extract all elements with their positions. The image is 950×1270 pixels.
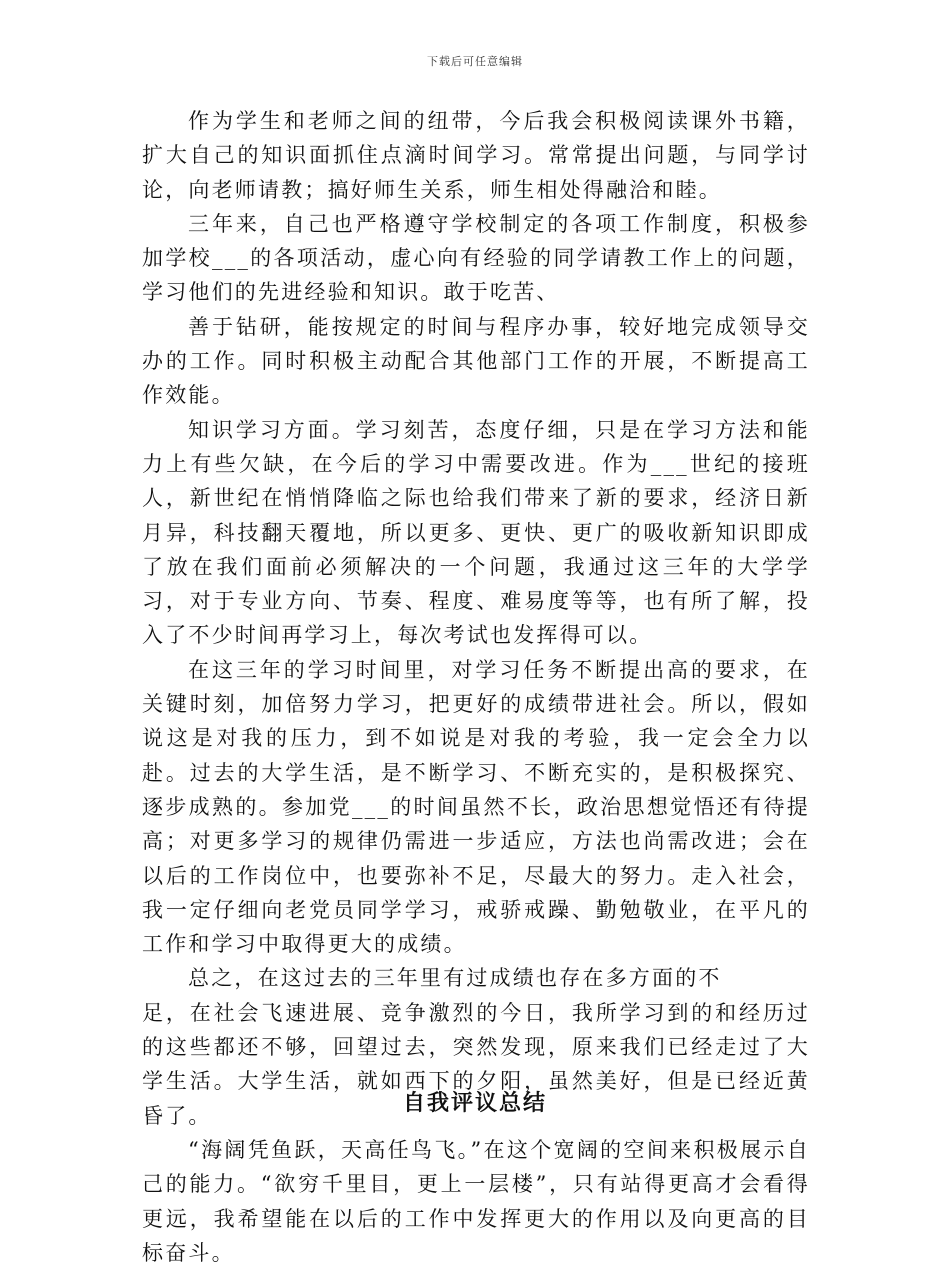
paragraph: 在这三年的学习时间里，对学习任务不断提出高的要求，在关键时刻，加倍努力学习，把更好的成绩带进社会。所以，假如说这是对我的压力，到不如说是对我的考验，我一定会全力以赴。过去的大学生活，是不断学习、不断充实的，是积极探究、逐步成熟的。参加党___的时间虽然不长，政治思想觉悟还有待提高；对更多学习的规律仍需进一步适应，方法也尚需改进；会在以后的工作岗位中，也要弥补不足，尽最大的努力。走入社会，我一定仔细向老党员同学学习，戒骄戒躁、勤勉敬业，在平凡的工作和学习中取得更大的成绩。 — [142, 657, 810, 957]
section-title: 自我评议总结 — [402, 1091, 547, 1116]
paragraph: 三年来，自己也严格遵守学校制定的各项工作制度，积极参加学校___的各项活动，虚心向有经验的同学请教工作上的问题，学习他们的先进经验和知识。敢于吃苦、 — [142, 211, 810, 305]
page-header-note: 下载后可任意编辑 — [427, 55, 523, 68]
paragraph: 总之，在这过去的三年里有过成绩也存在多方面的不 — [188, 966, 722, 991]
paragraph: 善于钻研，能按规定的时间与程序办事，较好地完成领导交办的工作。同时积极主动配合其他部门工作的开展，不断提高工作效能。 — [142, 314, 810, 408]
paragraph: 知识学习方面。学习刻苦，态度仔细，只是在学习方法和能力上有些欠缺，在今后的学习中需要改进。作为___世纪的接班人，新世纪在悄悄降临之际也给我们带来了新的要求，经济日新月异，科技翻天覆地，所以更多、更快、更广的吸收新知识即成了放在我们面前必须解决的一个问题，我通过这三年的大学学习，对于专业方向、节奏、程度、难易度等等，也有所了解，投入了不少时间再学习上，每次考试也发挥得可以。 — [142, 417, 810, 648]
paragraph: “海阔凭鱼跃，天高任鸟飞。”在这个宽阔的空间来积极展示自己的能力。“欲穷千里目，更上一层楼”，只有站得更高才会看得更远，我希望能在以后的工作中发挥更大的作用以及向更高的目标奋斗。 — [142, 1137, 810, 1265]
paragraph: 作为学生和老师之间的纽带，今后我会积极阅读课外书籍，扩大自己的知识面抓住点滴时间学习。常常提出问题，与同学讨论，向老师请教；搞好师生关系，师生相处得融洽和睦。 — [142, 109, 810, 202]
paragraph: 足，在社会飞速进展、竞争激烈的今日，我所学习到的和经历过的这些都还不够，回望过去，突然发现，原来我们已经走过了大学生活。大学生活，就如西下的夕阳，虽然美好，但是已经近黄昏了。 — [142, 1000, 810, 1128]
